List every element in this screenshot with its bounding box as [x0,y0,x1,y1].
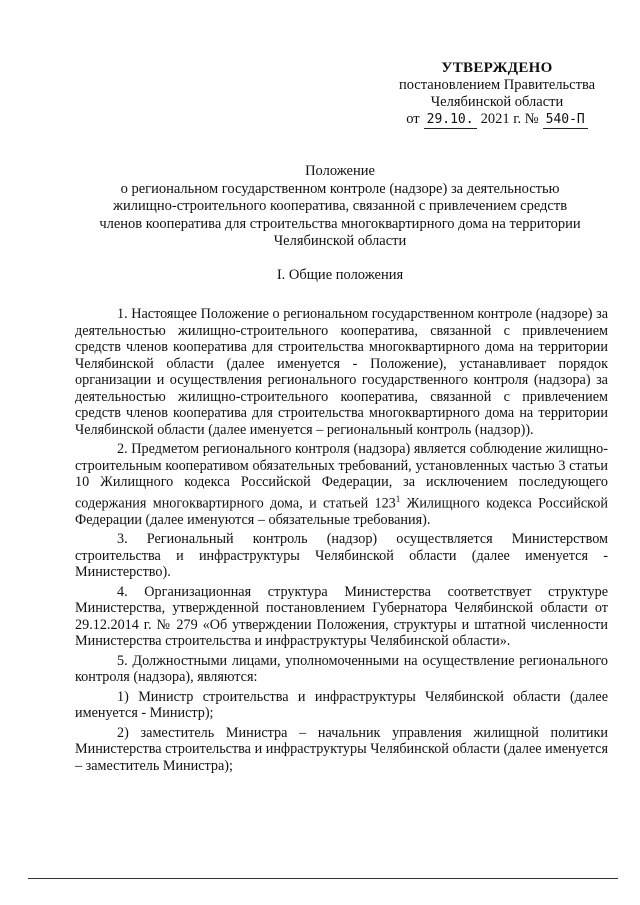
document-title [60,163,620,251]
approval-date: 29.10. [424,111,477,129]
approval-line-2: Челябинской области [430,94,564,110]
paragraph-2-superscript: 1 [395,493,401,504]
paragraph-2-text-a: 2. Предметом регионального контроля (надзора) является соблюдение жилищно-строительным кооперативом обязательных требований, установленных частью 3 статьи 10 Жилищного кодекса Российской Федерации, за исключением последующего содержания многоквартирного дома, и статьей 123 [75,441,608,512]
title-line-2: о региональном государственном контроле (надзоре) за деятельностью [120,180,560,197]
paragraph-5: 5. Должностными лицами, уполномоченными на осуществление регионального контроля (надзора), являются: [75,652,608,686]
paragraph-5-item-2: 2) заместитель Министра – начальник управления жилищной политики Министерства строительства и инфраструктуры Челябинской области (далее именуется – заместитель Министра); [75,724,608,774]
paragraph-4: 4. Организационная структура Министерства соответствует структуре Министерства, утвержденной постановлением Губернатора Челябинской области от 29.12.2014 г. № 279 «Об утверждении Положения, структуры и штатной численности Министерства строительства и инфраструктуры Челябинской области». [75,583,608,650]
paragraph-1: 1. Настоящее Положение о региональном государственном контроле (надзоре) за деятельностью жилищно-строительного кооператива, связанной с привлечением средств членов кооператива для строительства многоквартирного дома на территории Челябинской области (далее именуется - Положение), устанавливает порядок организации и осуществления регионального государственного контроля (надзора) за деятельностью жилищно-строительного кооператива, связанной с привлечением средств членов кооператива для строительства многоквартирного дома на территории Челябинской области (далее именуется – региональный контроль (надзор)). [75,306,608,438]
page-bottom-divider [28,878,618,879]
approval-year-label: 2021 г. № [480,111,539,127]
paragraph-5-item-1: 1) Министр строительства и инфраструктуры Челябинской области (далее именуется - Министр); [75,688,608,722]
document-body [75,306,608,777]
approval-number: 540-П [543,111,588,129]
title-line-1: Положение [305,163,375,179]
title-line-5: Челябинской области [273,233,407,249]
approval-date-line [392,111,602,129]
approval-from-label: от [406,111,420,127]
title-line-3: жилищно-строительного кооператива, связанной с привлечением средств [112,198,568,214]
paragraph-2 [75,441,608,528]
paragraph-3: 3. Региональный контроль (надзор) осуществляется Министерством строительства и инфраструктуры Челябинской области (далее именуется - Министерство). [75,531,608,581]
approval-line-1: постановлением Правительства [398,77,596,93]
paragraph-2-text-b: Жилищного кодекса Российской Федерации (далее именуются – обязательные требования). [75,495,608,528]
section-heading: I. Общие положения [276,267,404,283]
title-line-4: членов кооператива для строительства многоквартирного дома на территории [99,215,581,232]
approval-heading: УТВЕРЖДЕНО [441,60,553,76]
approval-stamp [392,60,602,129]
